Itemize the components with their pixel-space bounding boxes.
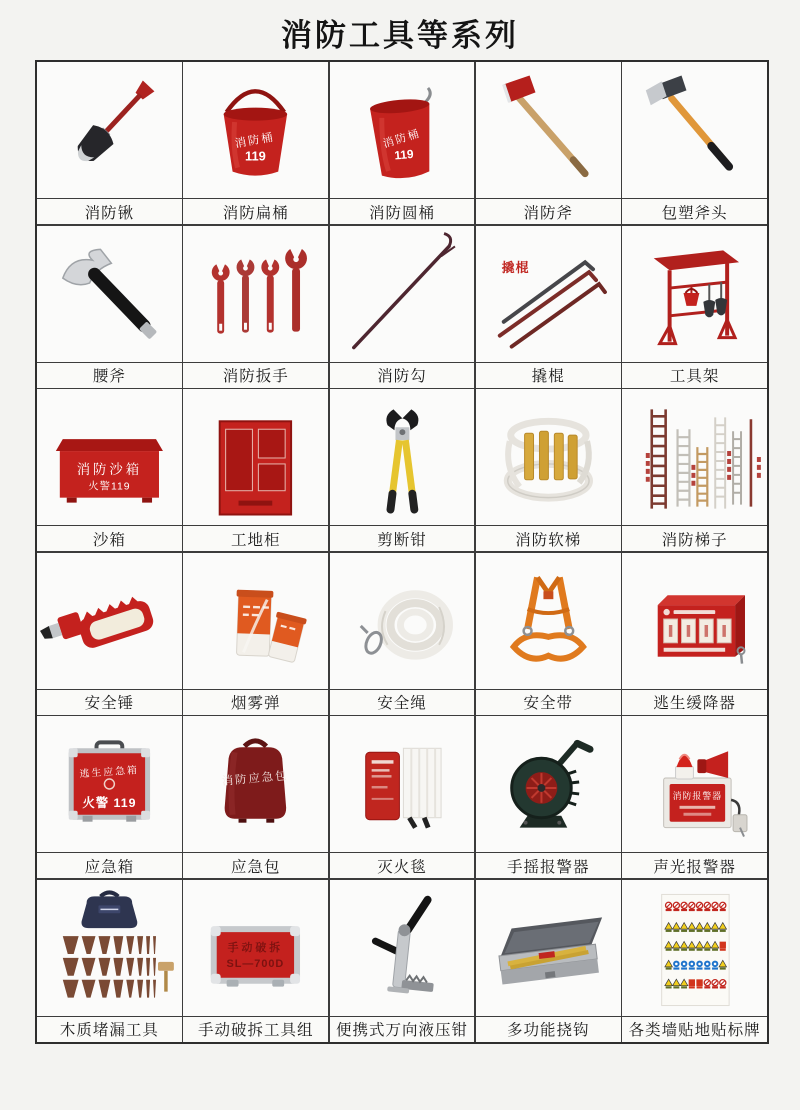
item-label: 手动破拆工具组	[183, 1017, 328, 1042]
svg-text:消防应急包: 消防应急包	[221, 770, 290, 788]
item-label: 应急箱	[37, 853, 182, 878]
multifunction-hook-icon	[476, 880, 621, 1016]
item-label: 工地柜	[183, 526, 328, 551]
tool-rack-icon	[622, 226, 767, 362]
cell-site-cabinet	[183, 389, 328, 551]
svg-text:撬棍: 撬棍	[501, 259, 530, 275]
item-label: 各类墙贴地贴标牌	[622, 1017, 767, 1042]
cell-hand-crank-siren	[476, 716, 621, 878]
sign-stickers-icon	[622, 880, 767, 1016]
fire-wrench-set-icon	[183, 226, 328, 362]
item-label: 消防梯子	[622, 526, 767, 551]
smoke-canister-icon	[183, 553, 328, 689]
cell-fire-wrench-set	[183, 226, 328, 388]
svg-text:消防桶: 消防桶	[234, 131, 276, 151]
emergency-case-icon	[37, 716, 182, 852]
item-label: 安全绳	[330, 690, 475, 715]
cell-waist-axe	[37, 226, 182, 388]
cell-fire-shovel	[37, 62, 182, 224]
page-title: 消防工具等系列	[281, 18, 519, 53]
item-label: 消防圆桶	[330, 199, 475, 224]
item-label: 剪断钳	[330, 526, 475, 551]
svg-text:消防报警器: 消防报警器	[672, 790, 723, 801]
item-label: 消防斧	[476, 199, 621, 224]
svg-text:火警 119: 火警 119	[82, 795, 137, 810]
fire-flat-bucket-icon	[183, 62, 328, 198]
item-label: 消防扳手	[183, 363, 328, 388]
escape-descender-icon	[622, 553, 767, 689]
item-label: 消防锹	[37, 199, 182, 224]
item-label: 应急包	[183, 853, 328, 878]
sand-box-icon	[37, 389, 182, 525]
item-label: 沙箱	[37, 526, 182, 551]
cell-emergency-case	[37, 716, 182, 878]
cell-sign-stickers	[622, 880, 767, 1042]
rope-ladder-icon	[476, 389, 621, 525]
safety-harness-icon	[476, 553, 621, 689]
svg-text:手动破拆: 手动破拆	[227, 941, 284, 954]
cell-emergency-bag	[183, 716, 328, 878]
safety-hammer-icon	[37, 553, 182, 689]
item-label: 消防勾	[330, 363, 475, 388]
item-label: 消防软梯	[476, 526, 621, 551]
fire-hook-icon	[330, 226, 475, 362]
item-label: 声光报警器	[622, 853, 767, 878]
item-label: 灭火毯	[330, 853, 475, 878]
cell-sand-box	[37, 389, 182, 551]
item-label: 逃生缓降器	[622, 690, 767, 715]
item-label: 烟雾弹	[183, 690, 328, 715]
item-label: 便携式万向液压钳	[330, 1017, 475, 1042]
cell-fire-flat-bucket	[183, 62, 328, 224]
cell-fire-blanket	[330, 716, 475, 878]
svg-text:逃生应急箱: 逃生应急箱	[79, 765, 140, 781]
item-label: 手摇报警器	[476, 853, 621, 878]
cell-smoke-canister	[183, 553, 328, 715]
fire-ladders-icon	[622, 389, 767, 525]
fire-round-bucket-icon	[330, 62, 475, 198]
cell-escape-descender	[622, 553, 767, 715]
cell-fire-hook	[330, 226, 475, 388]
svg-text:火警119: 火警119	[88, 481, 131, 493]
cell-multifunction-hook	[476, 880, 621, 1042]
cell-fire-round-bucket	[330, 62, 475, 224]
item-label: 安全带	[476, 690, 621, 715]
fire-blanket-icon	[330, 716, 475, 852]
product-grid	[35, 60, 769, 1044]
cell-manual-breaking-kit	[183, 880, 328, 1042]
sound-light-alarm-icon	[622, 716, 767, 852]
svg-text:消防桶: 消防桶	[381, 127, 422, 151]
wooden-plug-kit-icon	[37, 880, 182, 1016]
item-label: 木质堵漏工具	[37, 1017, 182, 1042]
cell-fire-axe	[476, 62, 621, 224]
item-label: 安全锤	[37, 690, 182, 715]
cell-rope-ladder	[476, 389, 621, 551]
cell-crowbar-set	[476, 226, 621, 388]
fire-shovel-icon	[37, 62, 182, 198]
cell-tool-rack	[622, 226, 767, 388]
cell-sound-light-alarm	[622, 716, 767, 878]
bolt-cutter-icon	[330, 389, 475, 525]
safety-rope-icon	[330, 553, 475, 689]
cell-safety-rope	[330, 553, 475, 715]
svg-text:119: 119	[393, 146, 414, 163]
hand-crank-siren-icon	[476, 716, 621, 852]
waist-axe-icon	[37, 226, 182, 362]
cell-safety-hammer	[37, 553, 182, 715]
cell-safety-harness	[476, 553, 621, 715]
crowbar-set-icon	[476, 226, 621, 362]
manual-breaking-kit-icon	[183, 880, 328, 1016]
item-label: 腰斧	[37, 363, 182, 388]
site-cabinet-icon	[183, 389, 328, 525]
svg-text:SL—700D: SL—700D	[226, 957, 285, 970]
item-label: 撬棍	[476, 363, 621, 388]
item-label: 多功能挠钩	[476, 1017, 621, 1042]
cell-plastic-coated-axe	[622, 62, 767, 224]
cell-fire-ladders	[622, 389, 767, 551]
item-label: 工具架	[622, 363, 767, 388]
cell-wooden-plug-kit	[37, 880, 182, 1042]
cell-hydraulic-pliers	[330, 880, 475, 1042]
item-label: 包塑斧头	[622, 199, 767, 224]
emergency-bag-icon	[183, 716, 328, 852]
item-label: 消防扁桶	[183, 199, 328, 224]
hydraulic-pliers-icon	[330, 880, 475, 1016]
svg-text:119: 119	[245, 148, 267, 164]
plastic-coated-axe-icon	[622, 62, 767, 198]
cell-bolt-cutter	[330, 389, 475, 551]
svg-text:消防沙箱: 消防沙箱	[76, 461, 143, 477]
fire-axe-icon	[476, 62, 621, 198]
